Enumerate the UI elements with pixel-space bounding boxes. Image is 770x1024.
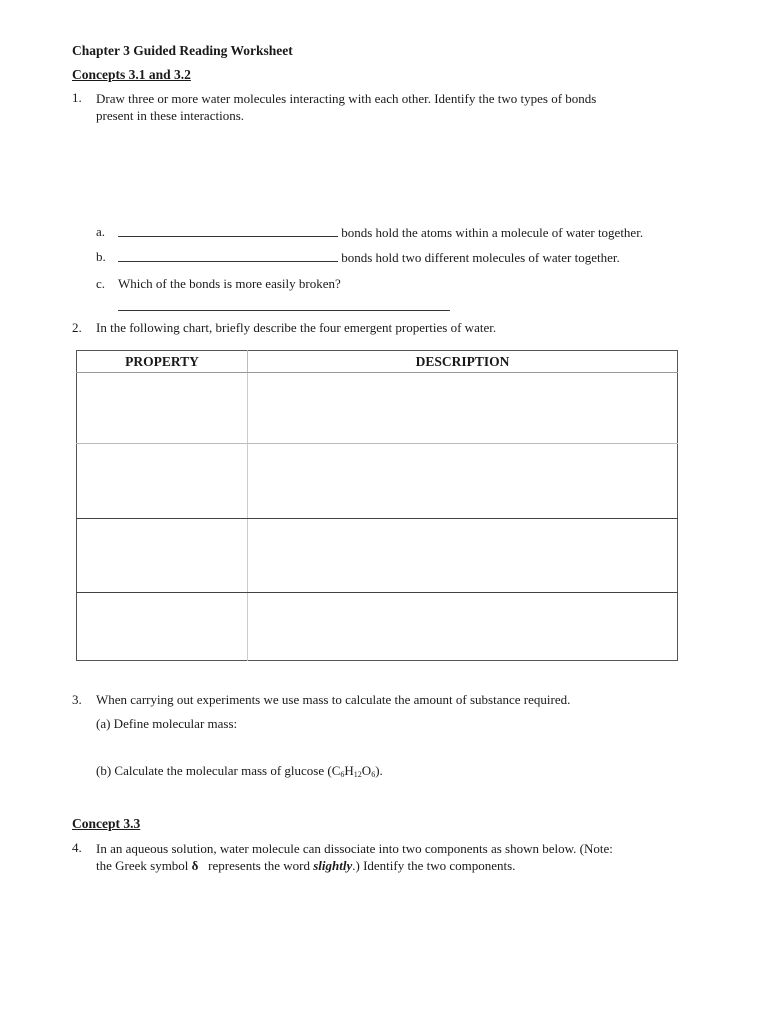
- delta-symbol: δ: [191, 858, 199, 873]
- question-3b-text: [96, 763, 383, 779]
- property-cell[interactable]: [77, 373, 248, 444]
- table-row: [77, 593, 678, 661]
- question-1a-text: bonds hold the atoms within a molecule of water together.: [338, 225, 644, 240]
- question-2-number: 2.: [72, 320, 82, 335]
- question-3-number: 3.: [72, 692, 82, 707]
- question-4-number: 4.: [72, 840, 82, 855]
- question-4-line-2: [96, 857, 613, 874]
- question-4-line-1: In an aqueous solution, water molecule can dissociate into two components as shown below. (Note:: [96, 841, 613, 856]
- column-header-property: PROPERTY: [77, 351, 248, 373]
- table-row: [77, 373, 678, 444]
- question-3-text: When carrying out experiments we use mass to calculate the amount of substance required.: [96, 692, 571, 707]
- subscript-h: 12: [353, 770, 362, 779]
- answer-blank-1a[interactable]: [118, 224, 338, 237]
- properties-table: [76, 350, 678, 661]
- question-3b-prefix: (b) Calculate the molecular mass of glucose (C: [96, 763, 341, 778]
- subscript-c: 6: [340, 770, 345, 779]
- description-cell[interactable]: [248, 519, 678, 593]
- table-row: [77, 444, 678, 519]
- question-1b: [118, 249, 620, 266]
- question-1-line-1: Draw three or more water molecules interacting with each other. Identify the two types of bonds: [96, 91, 597, 106]
- description-cell[interactable]: [248, 593, 678, 661]
- property-cell[interactable]: [77, 519, 248, 593]
- description-cell[interactable]: [248, 373, 678, 444]
- question-2-text: In the following chart, briefly describe the four emergent properties of water.: [96, 320, 497, 335]
- element-o: O: [361, 763, 372, 778]
- property-cell[interactable]: [77, 444, 248, 519]
- question-4-line-2-middle: represents the word: [198, 858, 314, 873]
- description-cell[interactable]: [248, 444, 678, 519]
- question-4-line-2-start: the Greek symbol: [96, 858, 192, 873]
- question-1b-marker: b.: [96, 249, 106, 264]
- column-header-description: DESCRIPTION: [248, 351, 678, 373]
- subscript-o: 6: [371, 770, 376, 779]
- question-1c-text: Which of the bonds is more easily broken?: [118, 276, 341, 291]
- section-heading-concepts-3-1-3-2: Concepts 3.1 and 3.2: [72, 67, 191, 82]
- property-cell[interactable]: [77, 593, 248, 661]
- worksheet-title: Chapter 3 Guided Reading Worksheet: [72, 43, 293, 58]
- element-h: H: [344, 763, 354, 778]
- question-1-number: 1.: [72, 90, 82, 105]
- section-heading-concept-3-3: Concept 3.3: [72, 816, 141, 831]
- question-1c-marker: c.: [96, 276, 106, 291]
- question-1a-marker: a.: [96, 224, 106, 239]
- question-3b-suffix: ).: [375, 763, 383, 778]
- question-3a-text: (a) Define molecular mass:: [96, 716, 238, 731]
- answer-blank-1b[interactable]: [118, 249, 338, 262]
- slightly-emphasis: slightly: [313, 858, 353, 873]
- question-1a: [118, 224, 643, 241]
- table-row: [77, 519, 678, 593]
- question-1-line-2: present in these interactions.: [96, 108, 245, 123]
- question-4-line-2-end: .) Identify the two components.: [352, 858, 516, 873]
- answer-blank-1c[interactable]: [118, 298, 450, 311]
- question-1b-text: bonds hold two different molecules of water together.: [338, 250, 620, 265]
